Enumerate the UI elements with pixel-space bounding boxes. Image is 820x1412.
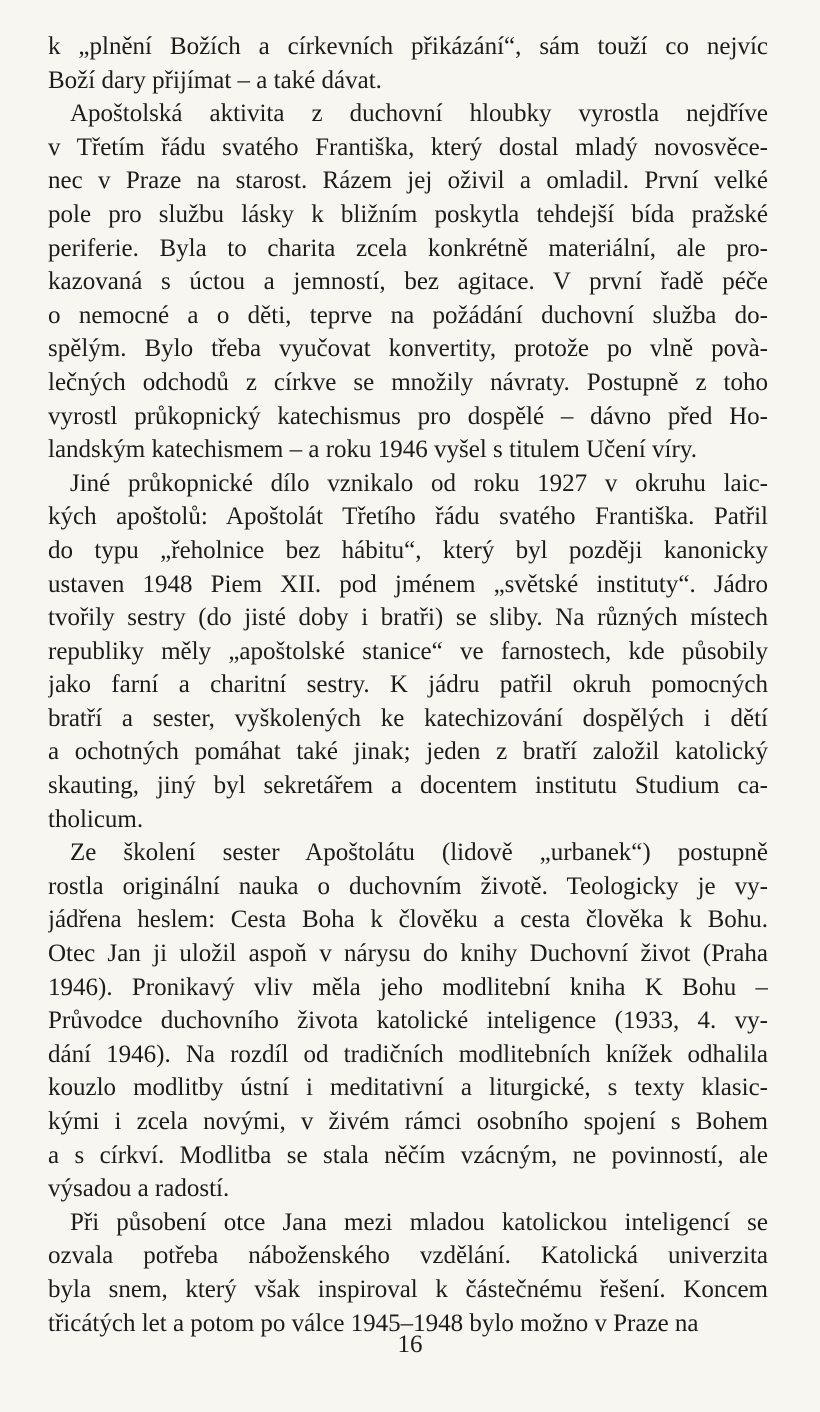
- text-line: nec v Praze na starost. Rázem jej oživil a omladil. První velké: [48, 167, 768, 195]
- page-number: 16: [397, 1331, 423, 1358]
- text-line: tholicum.: [48, 805, 144, 833]
- text-line: kouzlo modlitby ústní i meditativní a liturgické, s texty klasic-: [48, 1074, 768, 1102]
- text-line: vyrostl průkopnický katechismus pro dospělé – dávno před Ho-: [48, 402, 768, 430]
- text-line: ustaven 1948 Piem XII. pod jménem „světské instituty“. Jádro: [48, 570, 768, 598]
- text-line: republiky měly „apoštolské stanice“ ve farnostech, kde působily: [48, 637, 768, 665]
- text-line: dání 1946). Na rozdíl od tradičních modlitebních knížek odhalila: [48, 1040, 768, 1068]
- text-line: v Třetím řádu svatého Františka, který dostal mladý novosvěce-: [48, 133, 768, 161]
- text-line: výsadou a radostí.: [48, 1175, 230, 1203]
- text-line: kých apoštolů: Apoštolát Třetího řádu svatého Františka. Patřil: [48, 503, 768, 531]
- text-line: kými i zcela novými, v živém rámci osobního spojení s Bohem: [48, 1108, 768, 1135]
- text-line: periferie. Byla to charita zcela konkrétně materiální, ale pro-: [48, 234, 768, 262]
- text-line: třicátých let a potom po válce 1945–1948 bylo možno v Praze na: [48, 1309, 699, 1337]
- paragraph: [48, 836, 768, 1206]
- text-line: Boží dary přijímat – a také dávat.: [48, 66, 382, 94]
- text-line: lečných odchodů z církve se množily návraty. Postupně z toho: [48, 368, 768, 396]
- body-text: [48, 30, 768, 1340]
- text-line: bratří a sester, vyškolených ke katechizování dospělých i dětí: [48, 704, 768, 732]
- text-line: landským katechismem – a roku 1946 vyšel s titulem Učení víry.: [48, 436, 697, 464]
- text-line: 1946). Pronikavý vliv měla jeho modlitební kniha K Bohu –: [48, 973, 768, 1001]
- text-line: Při působení otce Jana mezi mladou katolickou inteligencí se: [70, 1208, 768, 1236]
- text-line: spělým. Bylo třeba vyučovat konvertity, protože po vlně povà-: [48, 335, 768, 363]
- text-line: ozvala potřeba náboženského vzdělání. Katolická univerzita: [48, 1242, 768, 1270]
- text-line: tvořily sestry (do jisté doby i bratři) se sliby. Na různých místech: [48, 604, 768, 632]
- paragraph: [48, 97, 768, 467]
- text-line: kazovaná s úctou a jemností, bez agitace. V první řadě péče: [48, 268, 768, 296]
- text-line: rostla originální nauka o duchovním životě. Teologicky je vy-: [48, 872, 768, 900]
- paragraph: [48, 1206, 768, 1340]
- text-line: Otec Jan ji uložil aspoň v nárysu do knihy Duchovní život (Praha: [48, 940, 768, 968]
- text-line: jako farní a charitní sestry. K jádru patřil okruh pomocných: [48, 671, 768, 699]
- text-line: k „plnění Božích a církevních přikázání“, sám touží co nejvíc: [48, 33, 768, 60]
- text-line: jádřena heslem: Cesta Boha k člověku a cesta člověka k Bohu.: [48, 906, 768, 934]
- paragraph: [48, 30, 768, 97]
- paragraph: [48, 467, 768, 837]
- text-line: a ochotných pomáhat také jinak; jeden z bratří založil katolický: [48, 738, 768, 766]
- text-line: pole pro službu lásky k bližním poskytla tehdejší bída pražské: [48, 200, 768, 228]
- text-line: a s církví. Modlitba se stala něčím vzácným, ne povinností, ale: [48, 1141, 768, 1169]
- text-line: o nemocné a o děti, teprve na požádání duchovní služba do-: [48, 301, 768, 329]
- text-line: byla snem, který však inspiroval k částečnému řešení. Koncem: [48, 1275, 768, 1303]
- text-line: Ze školení sester Apoštolátu (lidově „urbanek“) postupně: [70, 839, 768, 867]
- text-line: Průvodce duchovního života katolické inteligence (1933, 4. vy-: [48, 1007, 768, 1035]
- text-line: do typu „řeholnice bez hábitu“, který byl později kanonicky: [48, 536, 768, 564]
- text-line: Jiné průkopnické dílo vznikalo od roku 1927 v okruhu laic-: [70, 469, 768, 497]
- text-line: Apoštolská aktivita z duchovní hloubky vyrostla nejdříve: [70, 100, 768, 128]
- text-line: skauting, jiný byl sekretářem a docentem institutu Studium ca-: [48, 772, 768, 800]
